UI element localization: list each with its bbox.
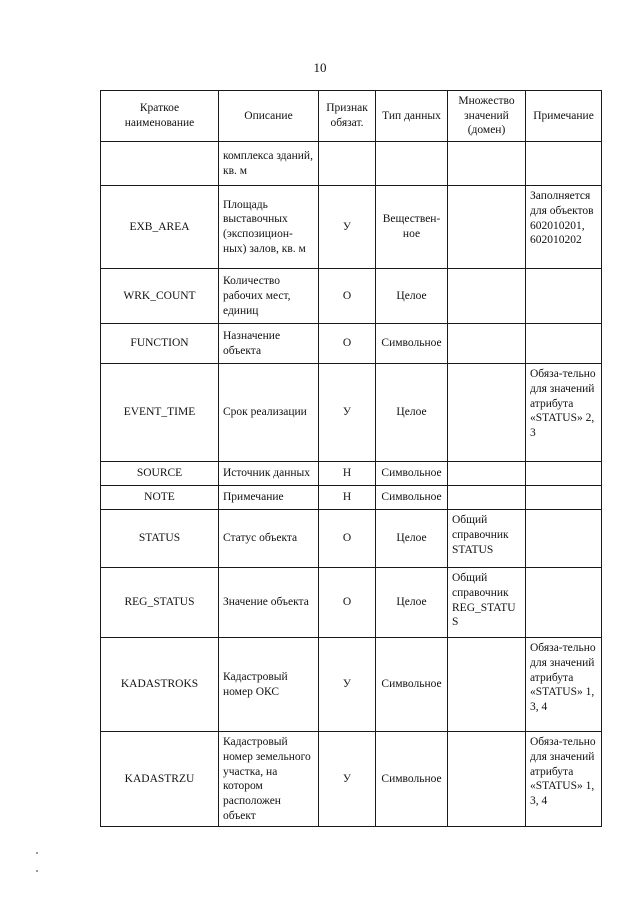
cell-description: Кадастровый номер земельного участка, на котором расположен объект — [219, 732, 319, 827]
cell-note — [526, 324, 602, 364]
table-row — [101, 568, 602, 638]
table-row — [101, 732, 602, 827]
cell-short-name: NOTE — [101, 486, 219, 510]
cell-description: Площадь выставочных (экспозицион-ных) залов, кв. м — [219, 186, 319, 269]
cell-short-name: EXB_AREA — [101, 186, 219, 269]
cell-data-type: Символьное — [376, 462, 448, 486]
cell-mandatory: У — [319, 732, 376, 827]
cell-data-type: Целое — [376, 269, 448, 324]
header-mandatory: Признак обязат. — [319, 91, 376, 142]
cell-domain — [448, 638, 526, 732]
cell-description: комплекса зданий, кв. м — [219, 142, 319, 186]
cell-mandatory: О — [319, 568, 376, 638]
cell-domain — [448, 269, 526, 324]
header-description: Описание — [219, 91, 319, 142]
cell-data-type: Символьное — [376, 638, 448, 732]
cell-data-type: Символьное — [376, 732, 448, 827]
cell-note — [526, 269, 602, 324]
cell-mandatory: Н — [319, 462, 376, 486]
cell-data-type: Целое — [376, 364, 448, 462]
table-header-row — [101, 91, 602, 142]
cell-note — [526, 568, 602, 638]
cell-mandatory: У — [319, 186, 376, 269]
cell-mandatory: У — [319, 364, 376, 462]
cell-short-name: FUNCTION — [101, 324, 219, 364]
cell-mandatory — [319, 142, 376, 186]
cell-domain — [448, 486, 526, 510]
cell-data-type: Символьное — [376, 486, 448, 510]
table-row — [101, 324, 602, 364]
cell-mandatory: У — [319, 638, 376, 732]
cell-domain — [448, 324, 526, 364]
cell-data-type: Веществен-ное — [376, 186, 448, 269]
table-row — [101, 638, 602, 732]
cell-note: Обяза-тельно для значений атрибута «STATUS» 2, 3 — [526, 364, 602, 462]
cell-domain — [448, 732, 526, 827]
cell-short-name — [101, 142, 219, 186]
cell-short-name: SOURCE — [101, 462, 219, 486]
cell-short-name: STATUS — [101, 510, 219, 568]
scan-speck — [36, 870, 38, 872]
cell-description: Примечание — [219, 486, 319, 510]
cell-short-name: REG_STATUS — [101, 568, 219, 638]
header-domain: Множество значений (домен) — [448, 91, 526, 142]
cell-note: Обяза-тельно для значений атрибута «STATUS» 1, 3, 4 — [526, 638, 602, 732]
cell-mandatory: Н — [319, 486, 376, 510]
header-note: Примечание — [526, 91, 602, 142]
cell-domain — [448, 186, 526, 269]
cell-domain — [448, 462, 526, 486]
cell-note: Обяза-тельно для значений атрибута «STATUS» 1, 3, 4 — [526, 732, 602, 827]
cell-description: Значение объекта — [219, 568, 319, 638]
cell-domain — [448, 142, 526, 186]
cell-data-type — [376, 142, 448, 186]
cell-short-name: WRK_COUNT — [101, 269, 219, 324]
cell-short-name: KADASTROKS — [101, 638, 219, 732]
cell-description: Источник данных — [219, 462, 319, 486]
cell-short-name: KADASTRZU — [101, 732, 219, 827]
table-row — [101, 462, 602, 486]
attribute-table — [100, 90, 602, 827]
cell-domain: Общий справочник REG_STATU S — [448, 568, 526, 638]
cell-description: Количество рабочих мест, единиц — [219, 269, 319, 324]
header-short-name: Краткое наименование — [101, 91, 219, 142]
cell-note — [526, 142, 602, 186]
cell-domain: Общий справочник STATUS — [448, 510, 526, 568]
cell-description: Срок реализации — [219, 364, 319, 462]
cell-note — [526, 462, 602, 486]
page-number: 10 — [313, 60, 327, 75]
header-data-type: Тип данных — [376, 91, 448, 142]
cell-mandatory: О — [319, 324, 376, 364]
cell-description: Статус объекта — [219, 510, 319, 568]
table-row — [101, 186, 602, 269]
cell-note: Заполняется для объектов 602010201, 602010202 — [526, 186, 602, 269]
cell-data-type: Целое — [376, 568, 448, 638]
table-row — [101, 486, 602, 510]
cell-domain — [448, 364, 526, 462]
cell-short-name: EVENT_TIME — [101, 364, 219, 462]
scan-speck — [36, 852, 38, 854]
cell-data-type: Целое — [376, 510, 448, 568]
table-row — [101, 510, 602, 568]
cell-description: Назначение объекта — [219, 324, 319, 364]
cell-data-type: Символьное — [376, 324, 448, 364]
table-row — [101, 364, 602, 462]
table-row — [101, 142, 602, 186]
cell-mandatory: О — [319, 269, 376, 324]
cell-note — [526, 486, 602, 510]
cell-note — [526, 510, 602, 568]
cell-description: Кадастровый номер ОКС — [219, 638, 319, 732]
table-row — [101, 269, 602, 324]
cell-mandatory: О — [319, 510, 376, 568]
